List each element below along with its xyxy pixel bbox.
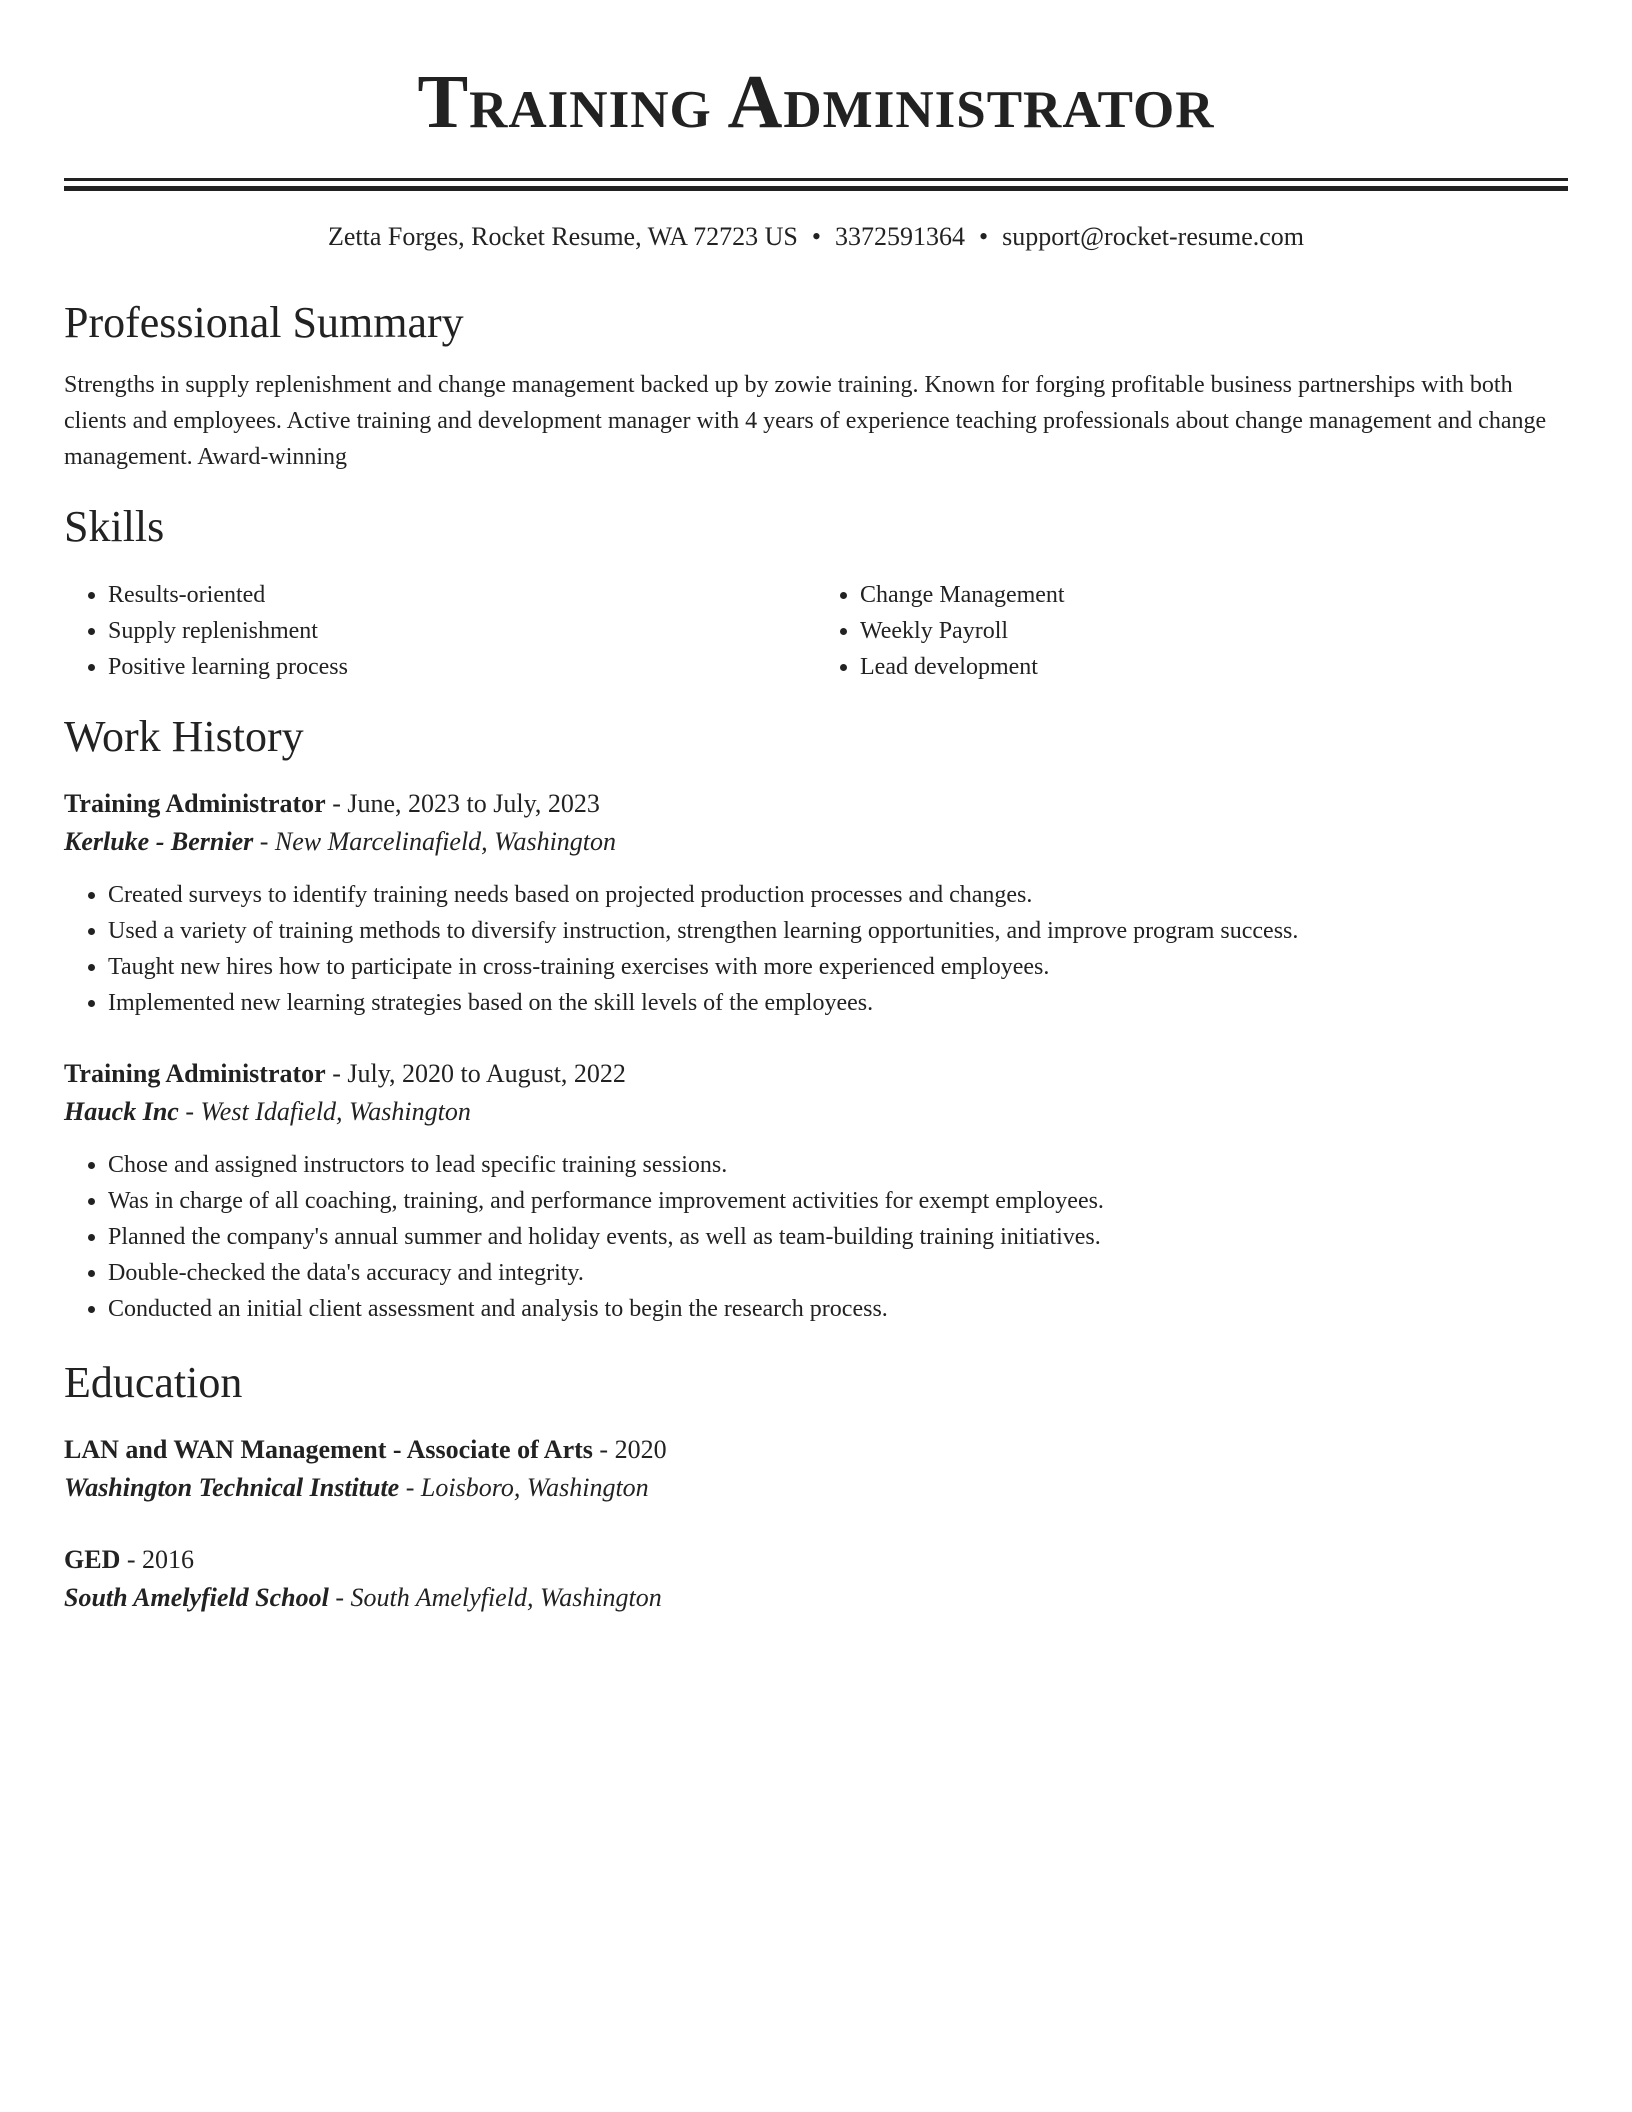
job-dates: July, 2020 to August, 2022 [347,1059,626,1088]
job-title-line [64,1055,1568,1093]
dash: - [253,827,275,856]
job-bullet: • Implemented new learning strategies based on the skill levels of the employees. [108,985,1568,1021]
job-location: West Idafield, Washington [200,1097,471,1126]
skills-list-left [64,577,816,685]
job-bullets [64,1147,1568,1327]
dash: - [325,1059,348,1088]
degree: GED [64,1545,121,1574]
contact-email: support@rocket-resume.com [1002,222,1305,251]
job-bullet: • Was in charge of all coaching, training, and performance improvement activities for exempt employees. [108,1183,1568,1219]
school-location: South Amelyfield, Washington [350,1583,662,1612]
job-company: Hauck Inc [64,1097,179,1126]
job-title-line [64,785,1568,823]
job-dates: June, 2023 to July, 2023 [347,789,600,818]
summary-heading: Professional Summary [64,298,464,347]
skills-heading: Skills [64,502,165,551]
degree-line [64,1541,1568,1579]
job-bullet: • Created surveys to identify training needs based on projected production processes and changes. [108,877,1568,913]
dash: - [325,789,348,818]
skills-columns [64,577,1568,685]
school-line [64,1469,1568,1507]
job-bullet: • Chose and assigned instructors to lead specific training sessions. [108,1147,1568,1183]
job-title: Training Administrator [64,789,326,818]
skill-item: • Change Management [860,577,1568,613]
dash: - [120,1545,143,1574]
job-bullet: • Conducted an initial client assessment and analysis to begin the research process. [108,1291,1568,1327]
dash: - [592,1435,615,1464]
job-bullets [64,877,1568,1021]
contact-separator: • [811,222,821,251]
work-history-heading: Work History [64,712,304,761]
skill-item: • Supply replenishment [108,613,816,649]
skill-item: • Results-oriented [108,577,816,613]
education-entry [64,1431,1568,1507]
education-heading: Education [64,1358,243,1407]
dash: - [178,1097,201,1126]
skill-item: • Lead development [860,649,1568,685]
job-company: Kerluke - Bernier [64,827,254,856]
school: South Amelyfield School [64,1583,329,1612]
job-company-line [64,823,1568,861]
title-double-rule [64,178,1568,191]
resume-title: Training Administrator [417,60,1215,144]
job-title: Training Administrator [64,1059,326,1088]
school-line [64,1579,1568,1617]
dash: - [399,1473,421,1502]
job-entry [64,1055,1568,1327]
skill-item: • Positive learning process [108,649,816,685]
summary-text: Strengths in supply replenishment and change management backed up by zowie training. Known for forging profitable business partnerships with both clients and employees. Active training and development manager with 4 years of experience teaching professionals about change management and change management. Award-winning [64,372,1547,470]
contact-line [64,219,1568,255]
degree-year: 2016 [142,1545,195,1574]
job-bullet: • Double-checked the data's accuracy and integrity. [108,1255,1568,1291]
job-location: New Marcelinafield, Washington [274,827,617,856]
degree-line [64,1431,1568,1469]
degree-year: 2020 [614,1435,667,1464]
skills-list-right [816,577,1568,685]
contact-phone: 3372591364 [834,222,965,251]
job-company-line [64,1093,1568,1131]
degree: LAN and WAN Management - Associate of Arts [64,1435,593,1464]
skill-item: • Weekly Payroll [860,613,1568,649]
job-bullet: • Used a variety of training methods to diversify instruction, strengthen learning opportunities, and improve program success. [108,913,1568,949]
job-bullet: • Taught new hires how to participate in cross-training exercises with more experienced employees. [108,949,1568,985]
dash: - [328,1583,351,1612]
education-entry [64,1541,1568,1617]
job-bullet: • Planned the company's annual summer and holiday events, as well as team-building training initiatives. [108,1219,1568,1255]
contact-address: Zetta Forges, Rocket Resume, WA 72723 US [327,222,798,251]
job-entry [64,785,1568,1021]
contact-separator: • [978,222,989,251]
school: Washington Technical Institute [64,1473,400,1502]
school-location: Loisboro, Washington [420,1473,649,1502]
